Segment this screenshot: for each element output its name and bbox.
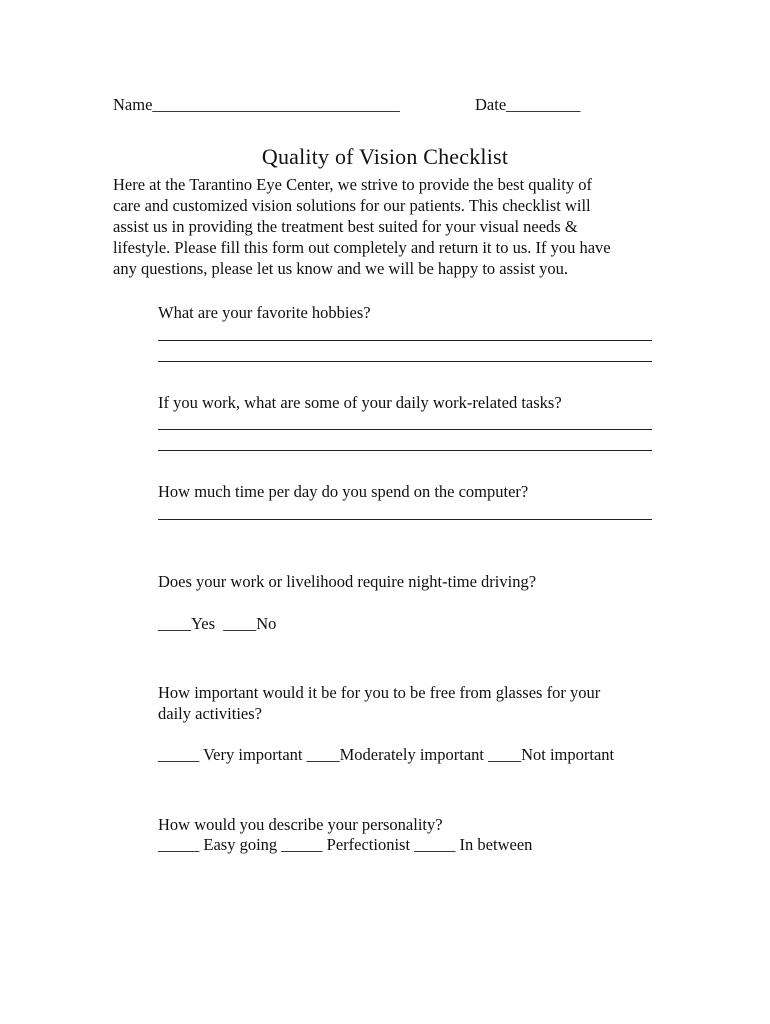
intro-line: lifestyle. Please fill this form out completely and return it to us. If you have [113,238,611,257]
intro-paragraph [113,174,653,279]
date-field-label[interactable]: Date_________ [475,95,581,114]
intro-line: care and customized vision solutions for our patients. This checklist will [113,196,591,215]
page-title: Quality of Vision Checklist [261,144,509,169]
options-night-driving[interactable]: ____Yes ____No [158,614,277,633]
name-field-label[interactable]: Name______________________________ [113,95,400,114]
question-hobbies: What are your favorite hobbies? [158,303,371,322]
question-night-driving: Does your work or livelihood require night-time driving? [158,572,537,591]
answer-line-work-2[interactable] [158,450,652,451]
intro-line: Here at the Tarantino Eye Center, we strive to provide the best quality of [113,175,592,194]
question-glasses-free-line1: How important would it be for you to be free from glasses for your [158,683,601,702]
intro-line: any questions, please let us know and we will be happy to assist you. [113,259,569,278]
answer-line-hobbies-1[interactable] [158,340,652,341]
options-glasses-free[interactable]: _____ Very important ____Moderately important ____Not important [158,745,615,764]
answer-line-work-1[interactable] [158,429,652,430]
question-computer-time: How much time per day do you spend on the computer? [158,482,529,501]
question-glasses-free-line2: daily activities? [158,704,263,723]
answer-line-computer[interactable] [158,519,652,520]
question-work-tasks: If you work, what are some of your daily work-related tasks? [158,393,562,412]
options-personality[interactable]: _____ Easy going _____ Perfectionist _____ In between [158,835,533,854]
intro-line: assist us in providing the treatment best suited for your visual needs & [113,217,578,236]
question-personality: How would you describe your personality? [158,815,443,834]
answer-line-hobbies-2[interactable] [158,361,652,362]
